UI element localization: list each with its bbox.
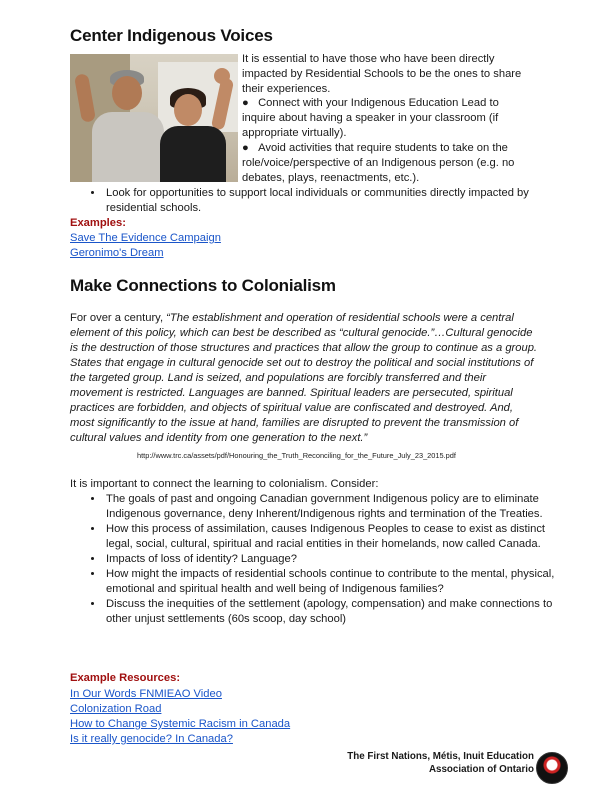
photo-two-people [70, 54, 238, 182]
list-item: • Impacts of loss of identity? Language? [104, 552, 562, 567]
bullet-dot-icon: ● [242, 142, 259, 154]
sub-bullet-text: Connect with your Indigenous Education Lead to inquire about having a speaker in your classroom (if appropriate virtually). [242, 97, 499, 139]
quote-paragraph [70, 311, 540, 446]
sub-bullet-text: Avoid activities that require students to take on the role/voice/perspective of an Indigenous person (e.g. no debates, plays, reenactments, etc.). [242, 142, 515, 184]
link-systemic-racism[interactable]: How to Change Systemic Racism in Canada [70, 718, 291, 730]
resources-label: Example Resources: [70, 672, 181, 684]
footer-line-2: Association of Ontario [428, 764, 534, 775]
footer-line-1: The First Nations, Métis, Inuit Education [347, 751, 534, 762]
bullet-list-1 [86, 186, 534, 216]
list-item: • How might the impacts of residential schools continue to contribute to the mental, physical, emotional and spiritual health and well being of Indigenous families? [104, 567, 562, 597]
list-item: • Look for opportunities to support local individuals or communities directly impacted by residential schools. [104, 186, 534, 216]
list-item: • The goals of past and ongoing Canadian government Indigenous policy are to eliminate Indigenous governance, deny Inherent/Indigenous rights and termination of the Treaties. [104, 492, 562, 522]
source-url: http://www.trc.ca/assets/pdf/Honouring_the_Truth_Reconciling_for_the_Future_July_23_2015.pdf [137, 451, 456, 460]
intro-paragraph: It is essential to have those who have been directly impacted by Residential Schools to be the ones to share their experiences. [242, 53, 522, 95]
quote-text: “The establishment and operation of residential schools were a central element of this policy, which can best be described as “cultural genocide.”…Cultural genocide is the destruction of those structures and practices that allow the group to continue as a group. States that engage in cultural genocide set out to destroy the political and social institutions of the targeted group. Land is seized, and populations are forcibly transferred and their movement is restricted. Languages are banned. Spiritual leaders are persecuted, spiritual practices are forbidden, and objects of spiritual value are confiscated and destroyed. And, most significantly to the issue at hand, families are disrupted to prevent the transmission of cultural values and identity from one generation to the next.” [70, 312, 538, 445]
section-title-colonialism: Make Connections to Colonialism [70, 276, 336, 295]
sub-bullet [242, 96, 532, 141]
section-title-indigenous-voices: Center Indigenous Voices [70, 26, 273, 45]
link-save-the-evidence[interactable]: Save The Evidence Campaign [70, 232, 221, 244]
list-item: • How this process of assimilation, causes Indigenous Peoples to cease to exist as distinct legal, social, cultural, spiritual and racial entities in their homelands, now called Canada. [104, 522, 562, 552]
examples-label: Examples: [70, 217, 126, 229]
link-in-our-words[interactable]: In Our Words FNMIEAO Video [70, 688, 222, 700]
link-is-it-genocide[interactable]: Is it really genocide? In Canada? [70, 733, 233, 745]
sub-bullet [242, 141, 532, 186]
quote-intro: For over a century, [70, 312, 167, 325]
organization-logo-icon [536, 752, 568, 784]
footer-organization [274, 750, 534, 776]
bullet-list-2 [86, 492, 562, 627]
lead-paragraph: It is important to connect the learning to colonialism. Consider: [70, 478, 379, 490]
link-colonization-road[interactable]: Colonization Road [70, 703, 162, 715]
link-geronimos-dream[interactable]: Geronimo's Dream [70, 247, 164, 259]
bullet-dot-icon: ● [242, 97, 259, 109]
list-item: • Discuss the inequities of the settlement (apology, compensation) and make connections to other unjust settlements (60s scoop, day school) [104, 597, 562, 627]
